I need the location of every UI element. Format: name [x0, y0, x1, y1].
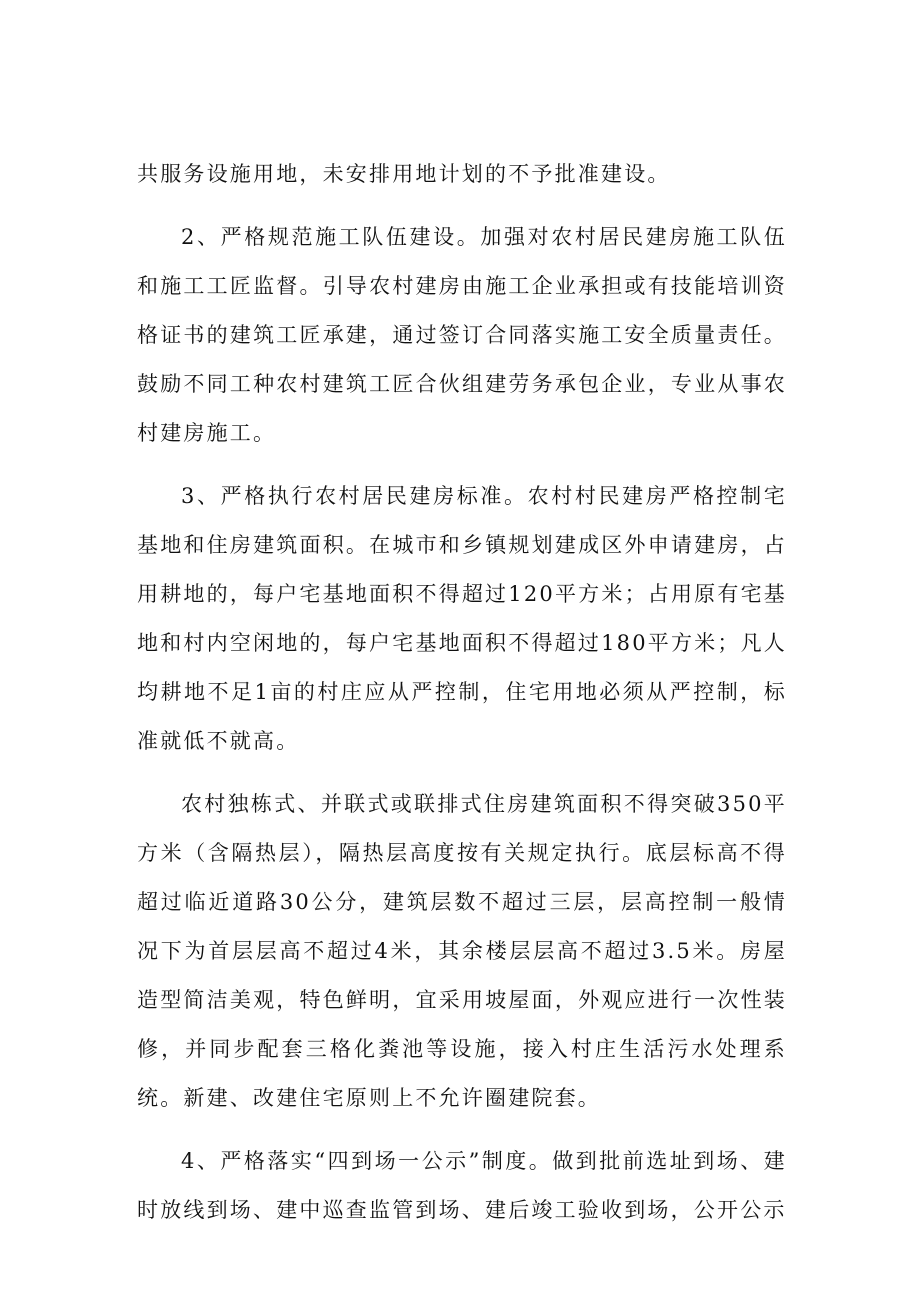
document-body [137, 150, 787, 1235]
paragraph-four-onsite-system: 4、严格落实“四到场一公示”制度。做到批前选址到场、建时放线到场、建中巡查监管到场、建后竣工验收到场，公开公示 [137, 1149, 787, 1222]
paragraph-continuation: 共服务设施用地，未安排用地计划的不予批准建设。 [137, 162, 671, 186]
paragraph-construction-teams: 2、严格规范施工队伍建设。加强对农村居民建房施工队伍和施工工匠监督。引导农村建房由施工企业承担或有技能培训资格证书的建筑工匠承建，通过签订合同落实施工安全质量责任。鼓励不同工种农村建筑工匠合伙组建劳务承包企业，专业从事农村建房施工。 [137, 225, 787, 445]
paragraph-building-standards: 3、严格执行农村居民建房标准。农村村民建房严格控制宅基地和住房建筑面积。在城市和乡镇规划建成区外申请建房，占用耕地的，每户宅基地面积不得超过120平方米；占用原有宅基地和村内空闲地的，每户宅基地面积不得超过180平方米；凡人均耕地不足1亩的村庄应从严控制，住宅用地必须从严控制，标准就低不就高。 [137, 484, 787, 753]
paragraph-building-area-limits: 农村独栋式、并联式或联排式住房建筑面积不得突破350平方米（含隔热层），隔热层高度按有关规定执行。底层标高不得超过临近道路30公分，建筑层数不超过三层，层高控制一般情况下为首层层高不超过4米，其余楼层层高不超过3.5米。房屋造型简洁美观，特色鲜明，宜采用坡屋面，外观应进行一次性装修，并同步配套三格化粪池等设施，接入村庄生活污水处理系统。新建、改建住宅原则上不允许圈建院套。 [137, 792, 787, 1110]
